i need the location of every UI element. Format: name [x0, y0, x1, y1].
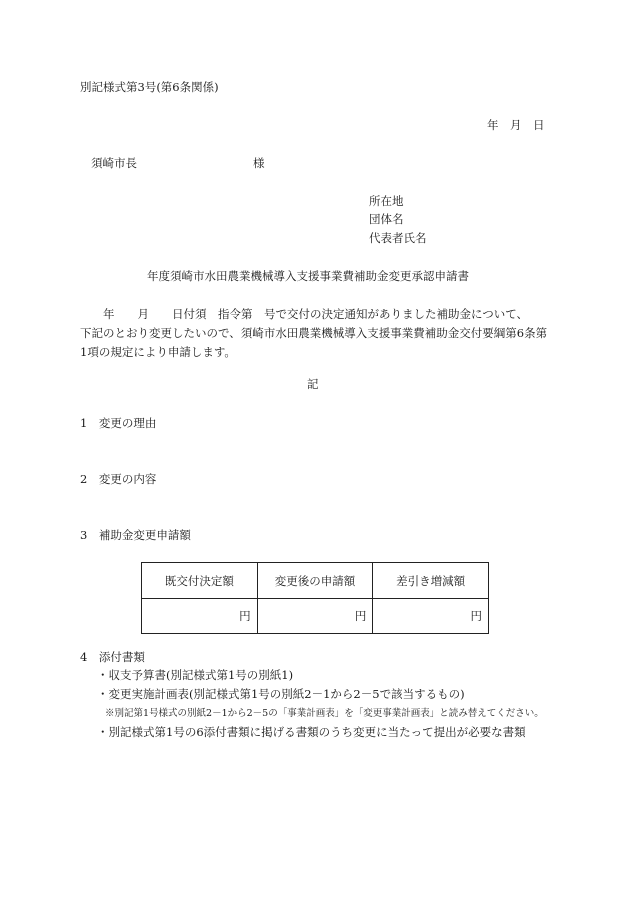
section-2-heading: 2 変更の内容: [80, 472, 157, 486]
cell-existing-yen: 円: [142, 599, 258, 634]
ki-heading: 記: [307, 377, 319, 391]
header-revised-amount: 変更後の申請額: [257, 563, 373, 599]
addressee-honorific: 様: [253, 156, 265, 170]
body-line: 1項の規定により申請します。: [80, 345, 236, 359]
cell-revised-yen: 円: [257, 599, 373, 634]
header-existing-amount: 既交付決定額: [142, 563, 258, 599]
section-3-heading: 3 補助金変更申請額: [80, 528, 191, 542]
applicant-location-label: 所在地: [369, 194, 404, 208]
attachment-note: ※別記第1号様式の別紙2－1から2－5の「事業計画表」を「変更事業計画表」と読み替えてください。: [105, 708, 544, 719]
header-difference-amount: 差引き増減額: [373, 563, 489, 599]
date-line: 年 月 日: [487, 118, 545, 132]
section-4-heading: 4 添付書類: [80, 650, 145, 664]
table-header-row: [142, 563, 489, 599]
applicant-representative-label: 代表者氏名: [369, 231, 427, 245]
body-line: 年 月 日付須 指令第 号で交付の決定通知がありました補助金について、: [80, 307, 529, 321]
form-label: 別記様式第3号(第6条関係): [80, 80, 219, 94]
body-line: 下記のとおり変更したいので、須崎市水田農業機械導入支援事業費補助金交付要綱第6条第: [80, 326, 548, 340]
subsidy-amount-table: [141, 562, 489, 634]
addressee-name: 須崎市長: [91, 156, 137, 170]
section-1-heading: 1 変更の理由: [80, 416, 157, 430]
applicant-organization-label: 団体名: [369, 212, 404, 226]
document-title: 年度須崎市水田農業機械導入支援事業費補助金変更承認申請書: [147, 269, 469, 283]
attachment-item: ・変更実施計画表(別記様式第1号の別紙2－1から2－5で該当するもの): [97, 687, 465, 701]
body-paragraph: [80, 305, 560, 362]
attachment-item: ・別記様式第1号の6添付書類に掲げる書類のうち変更に当たって提出が必要な書類: [97, 725, 526, 739]
cell-difference-yen: 円: [373, 599, 489, 634]
attachment-item: ・収支予算書(別記様式第1号の別紙1): [97, 668, 294, 682]
table-row: [142, 599, 489, 634]
